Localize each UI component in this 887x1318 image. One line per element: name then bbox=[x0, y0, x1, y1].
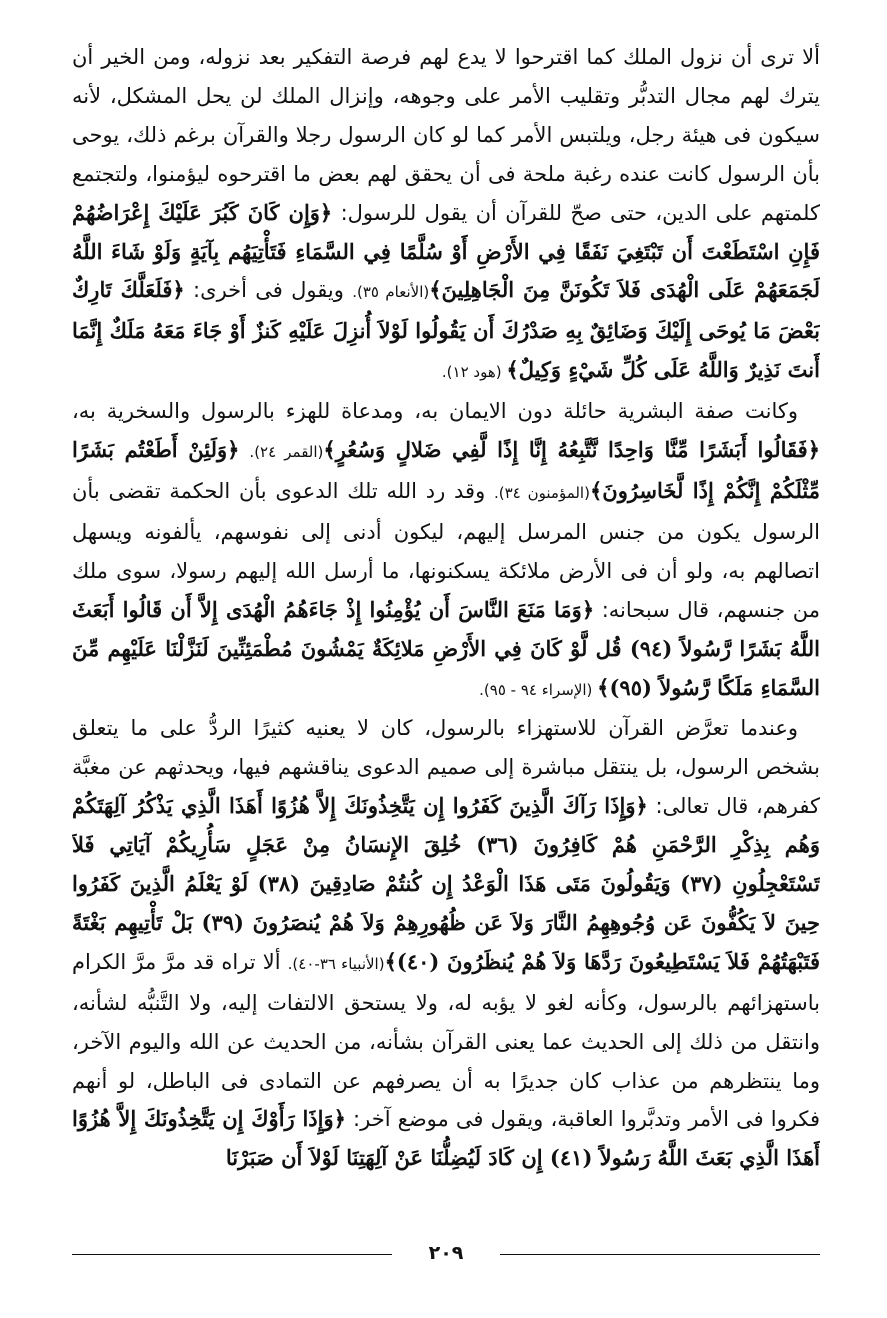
verse-reference: (القمر ٢٤). bbox=[249, 443, 324, 462]
quran-verse: ﴿وَمَا مَنَعَ النَّاسَ أَن يُؤْمِنُوا إِذْ جَاءَهُمُ الْهُدَى إِلاَّ أَن قَالُوا أَبَعَثَ اللَّهُ بَشَرًا رَّسُولاً (٩٤) قُل لَّوْ كَانَ فِي الأَرْضِ مَلائِكَةٌ يَمْشُونَ مُطْمَئِنِّينَ لَنَزَّلْنَا عَلَيْهِم مِّنَ السَّمَاءِ مَلَكًا رَّسُولاً (٩٥)﴾ bbox=[72, 596, 820, 700]
page-body bbox=[72, 38, 820, 1268]
verse-reference: (الأنبياء ٣٦-٤٠). bbox=[287, 954, 385, 973]
quran-verse: ﴿وَإِن كَانَ كَبُرَ عَلَيْكَ إِعْرَاضُهُمْ فَإِنِ اسْتَطَعْتَ أَن تَبْتَغِيَ نَفَقًا فِي الأَرْضِ أَوْ سُلَّمًا فِي السَّمَاءِ فَتَأْتِيَهُم بِآيَةٍ وَلَوْ شَاءَ اللَّهُ لَجَمَعَهُمْ عَلَى الْهُدَى فَلاَ تَكُونَنَّ مِنَ الْجَاهِلِينَ﴾ bbox=[72, 199, 820, 303]
verse-reference: (المؤمنون ٣٤). bbox=[494, 483, 590, 502]
quran-verse: ﴿وَلَئِنْ أَطَعْتُم بَشَرًا مِّثْلَكُمْ إِنَّكُمْ إِذًا لَّخَاسِرُونَ﴾ bbox=[72, 437, 820, 503]
quran-verse: ﴿وَإِذَا رَأَوْكَ إِن يَتَّخِذُونَكَ إِلاَّ هُزُوًا أَهَذَا الَّذِي بَعَثَ اللَّهُ رَسُولاً (٤١) إِن كَادَ لَيُضِلُّنَا عَنْ آلِهَتِنَا لَوْلاَ أَن صَبَرْنَا bbox=[72, 1106, 820, 1171]
paragraph-1 bbox=[72, 38, 820, 392]
body-text: وكانت صفة البشرية حائلة دون الايمان به، ومدعاة للهزء بالرسول والسخرية به، bbox=[72, 399, 798, 424]
quran-verse: ﴿فَلَعَلَّكَ تَارِكٌ بَعْضَ مَا يُوحَى إِلَيْكَ وَضَائِقٌ بِهِ صَدْرُكَ أَن يَقُولُوا لَوْلاَ أُنزِلَ عَلَيْهِ كَنزٌ أَوْ جَاءَ مَعَهُ مَلَكٌ إِنَّمَا أَنتَ نَذِيرٌ وَاللَّهُ عَلَى كُلِّ شَيْءٍ وَكِيلٌ﴾ bbox=[72, 277, 820, 383]
quran-verse: ﴿وَإِذَا رَآكَ الَّذِينَ كَفَرُوا إِن يَتَّخِذُونَكَ إِلاَّ هُزُوًا أَهَذَا الَّذِي يَذْكُرُ آلِهَتَكُمْ وَهُم بِذِكْرِ الرَّحْمَنِ هُمْ كَافِرُونَ (٣٦) خُلِقَ الإِنسَانُ مِنْ عَجَلٍ سَأُرِيكُمْ آيَاتِي فَلاَ تَسْتَعْجِلُونِ (٣٧) وَيَقُولُونَ مَتَى هَذَا الْوَعْدُ إِن كُنتُمْ صَادِقِينَ (٣٨) لَوْ يَعْلَمُ الَّذِينَ كَفَرُوا حِينَ لاَ يَكُفُّونَ عَن وُجُوهِهِمُ النَّارَ وَلاَ عَن ظُهُورِهِمْ وَلاَ هُمْ يُنصَرُونَ (٣٩) بَلْ تَأْتِيهِم بَغْتَةً فَتَبْهَتُهُمْ فَلاَ يَسْتَطِيعُونَ رَدَّهَا وَلاَ هُمْ يُنظَرُونَ (٤٠)﴾ bbox=[72, 793, 820, 974]
body-text: ألا تراه قد مرَّ مرَّ الكرام باستهزائهم بالرسول، وكأنه لغو لا يؤبه له، ولا يستحق الالتفات إليه، ولا التَّنبُّه لشأنه، وانتقل من ذلك إلى الحديث عما يعنى القرآن بشأنه، من الحديث عن الله واليوم الآخر، وما ينتظرهم من عذاب كان جديرًا به أن يصرفهم عن التمادى فى الباطل، لو أنهم فكروا فى الأمر وتدبَّروا العاقبة، ويقول فى موضع آخر: bbox=[72, 949, 820, 1132]
body-text: وعندما تعرَّض القرآن للاستهزاء بالرسول، كان لا يعنيه كثيرًا الردُّ على ما يتعلق بشخص الرسول، بل ينتقل مباشرة إلى صميم الدعوى يناقشهم فيها، ويحدثهم عن مغبَّة كفرهم، قال تعالى: bbox=[72, 716, 820, 819]
verse-reference: (هود ١٢). bbox=[441, 363, 507, 382]
quran-verse: ﴿فَقَالُوا أَبَشَرًا مِّنَّا وَاحِدًا نَّتَّبِعُهُ إِنَّا إِذًا لَّفِي ضَلالٍ وَسُعُرٍ﴾ bbox=[323, 437, 820, 463]
page-number: ٢٠٩ bbox=[428, 1242, 464, 1264]
page-footer bbox=[72, 1244, 820, 1264]
body-text: وقد رد الله تلك الدعوى بأن الحكمة تقضى بأن الرسول يكون من جنس المرسل إليهم، ليكون أدنى إلى نفوسهم، يألفونه ويسهل اتصالهم به، ولو أن فى الأرض ملائكة يسكنونها، ما أرسل الله إليهم رسولا، سوى ملك من جنسهم، قال سبحانه: bbox=[72, 478, 820, 622]
paragraph-2 bbox=[72, 392, 820, 709]
footer-rule-left bbox=[72, 1254, 392, 1255]
body-text: ويقول فى أخرى: bbox=[184, 278, 353, 303]
footer-rule-right bbox=[500, 1254, 820, 1255]
body-text bbox=[239, 438, 249, 462]
body-text: ألا ترى أن نزول الملك كما اقترحوا لا يدع لهم فرصة التفكير بعد نزوله، ومن الخير أن يترك لهم مجال التدبُّر وتقليب الأمر على وجوهه، وإنزال الملك لن يحل المشكل، لأنه سيكون فى هيئة رجل، ويلتبس الأمر كما لو كان الرسول رجلا والقرآن برغم ذلك، يوحى بأن الرسول كانت عنده رغبة ملحة فى أن يحقق لهم بعض ما اقترحوه ليؤمنوا، ولتجتمع كلمتهم على الدين، حتى صحّ للقرآن أن يقول للرسول: bbox=[72, 45, 820, 225]
verse-reference: (الأنعام ٣٥). bbox=[352, 283, 430, 302]
paragraph-3 bbox=[72, 709, 820, 1178]
verse-reference: (الإسراء ٩٤ - ٩٥). bbox=[479, 680, 598, 699]
